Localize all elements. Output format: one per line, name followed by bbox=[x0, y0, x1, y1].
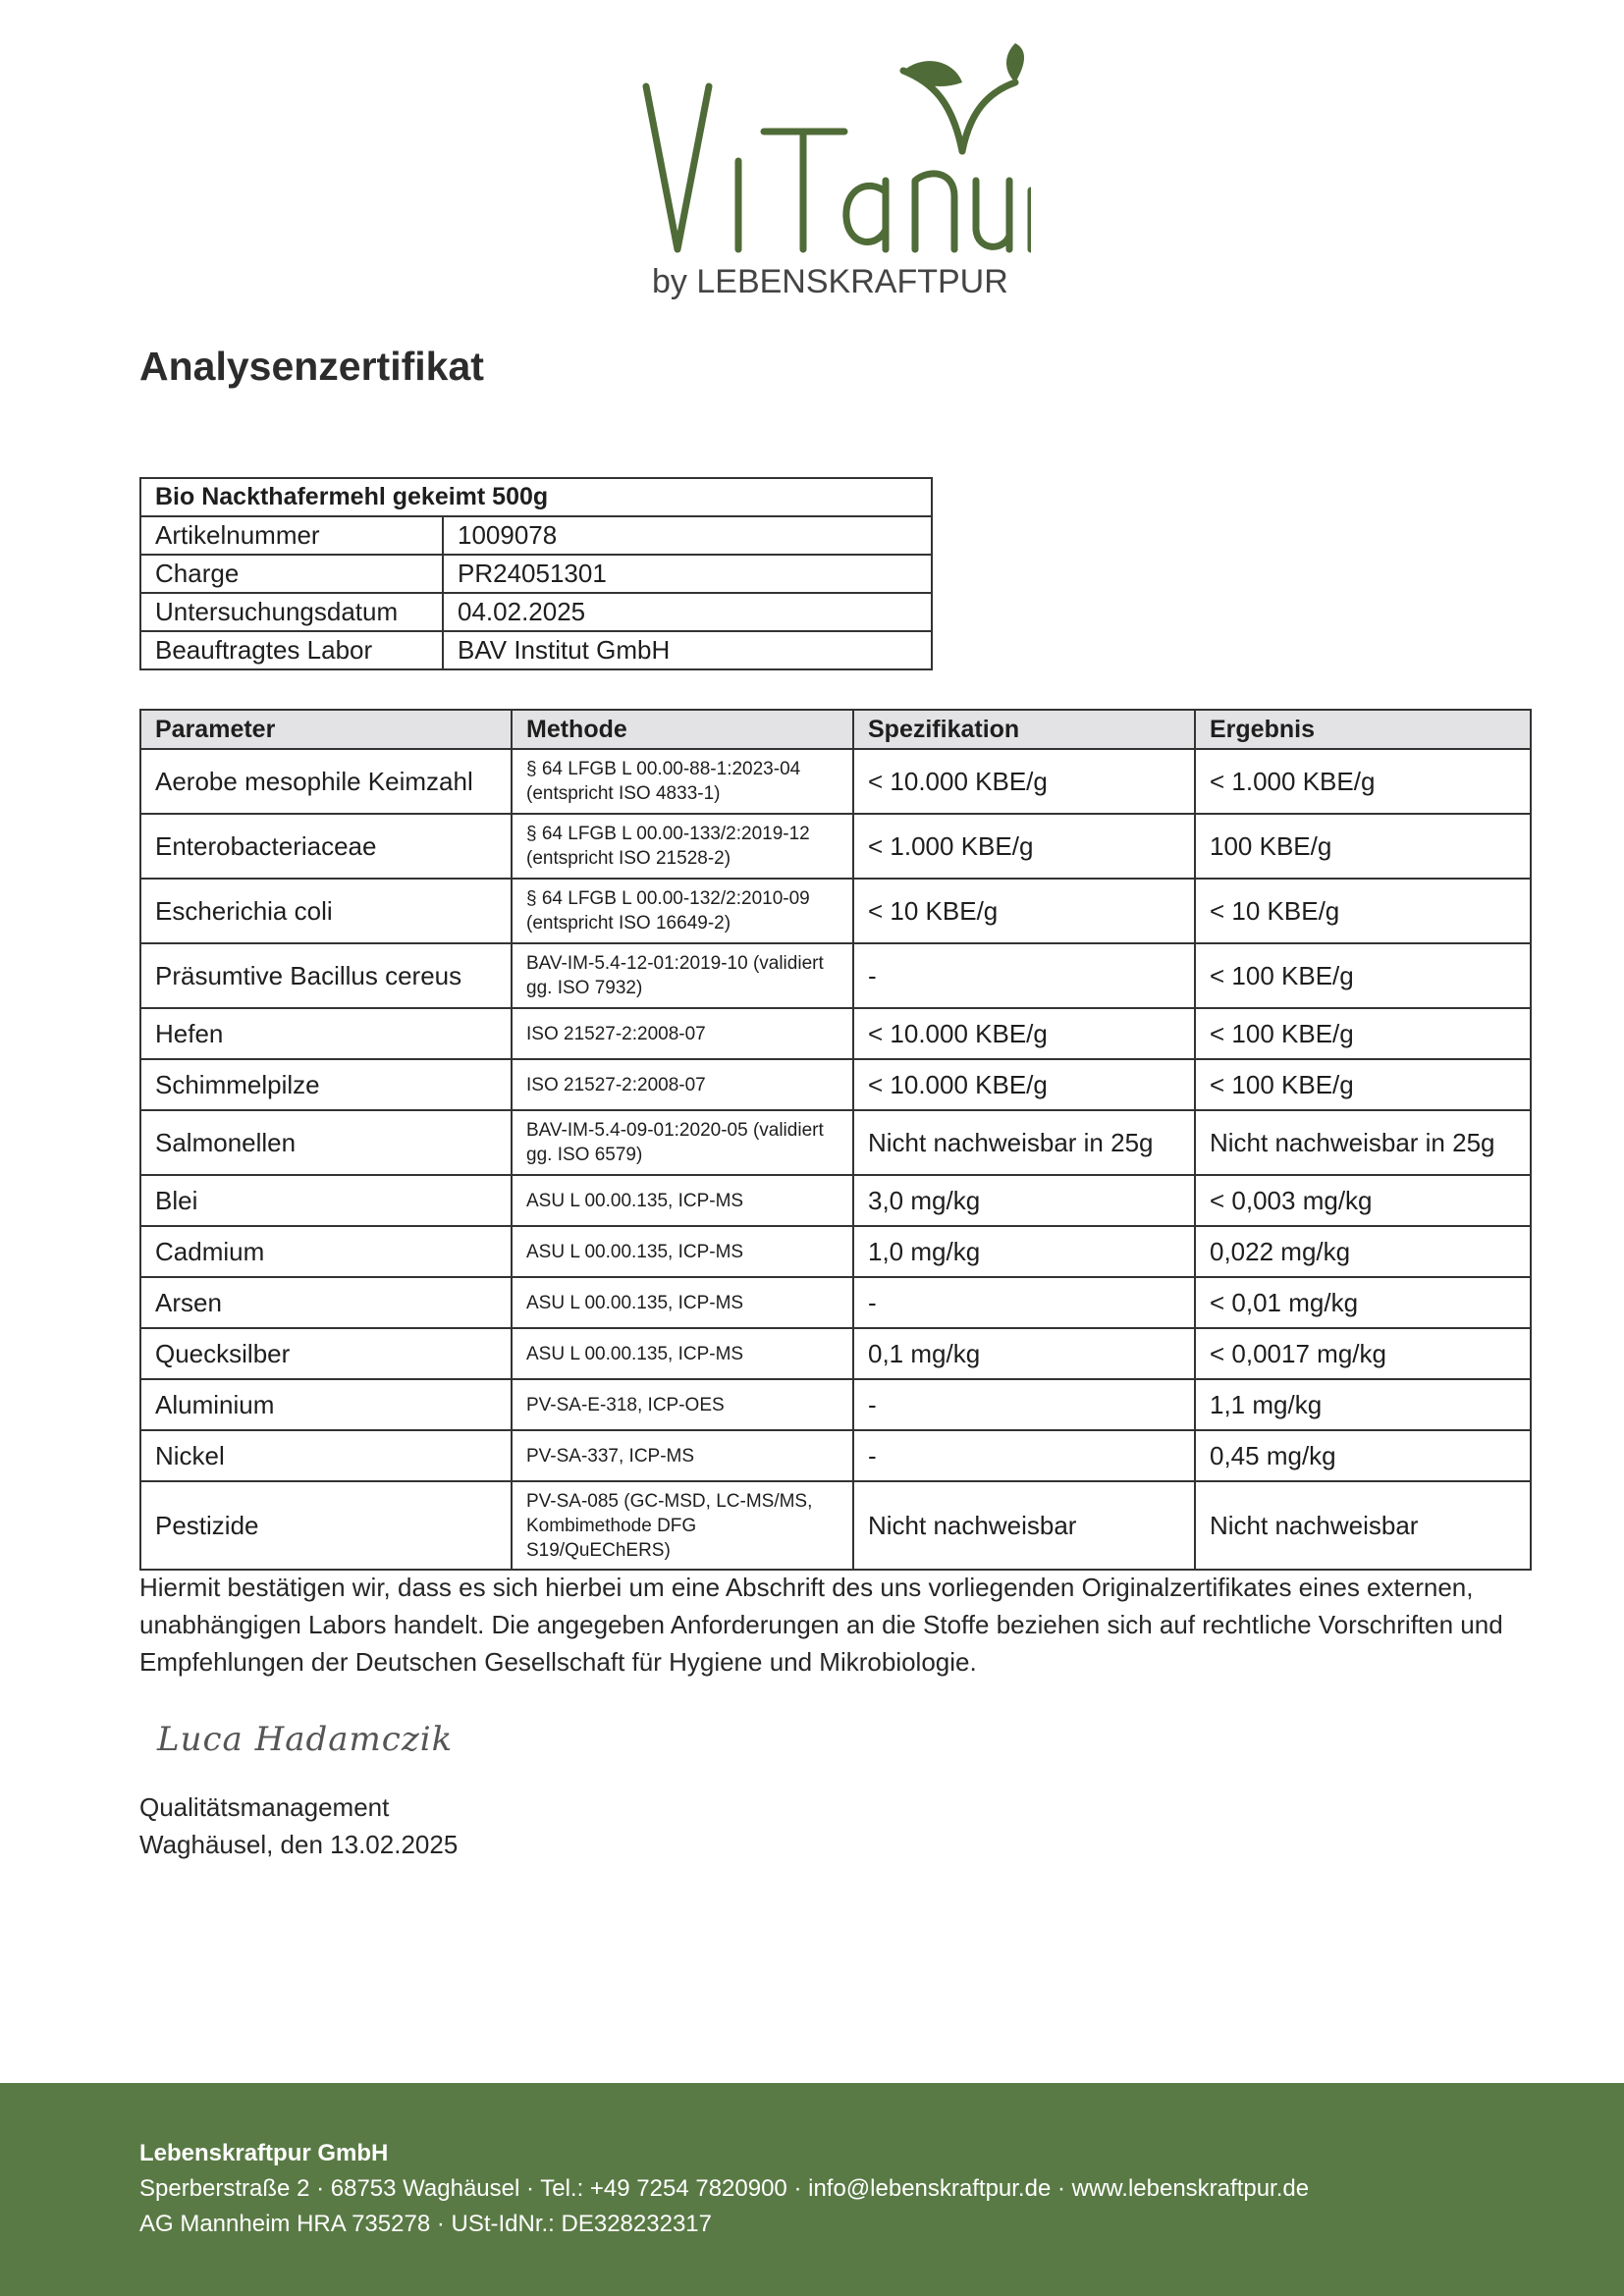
method-cell: ASU L 00.00.135, ICP-MS bbox=[512, 1226, 853, 1277]
spec-cell: < 10.000 KBE/g bbox=[853, 1008, 1195, 1059]
table-row bbox=[140, 1110, 1531, 1175]
parameter-cell: Salmonellen bbox=[140, 1110, 512, 1175]
table-row bbox=[140, 1277, 1531, 1328]
field-value: 1009078 bbox=[443, 516, 932, 555]
product-field-row bbox=[140, 555, 932, 593]
parameter-cell: Escherichia coli bbox=[140, 879, 512, 943]
table-row bbox=[140, 1430, 1531, 1481]
table-row bbox=[140, 1008, 1531, 1059]
logo-tagline: by LEBENSKRAFTPUR bbox=[652, 263, 1008, 300]
field-value: 04.02.2025 bbox=[443, 593, 932, 631]
table-row bbox=[140, 1175, 1531, 1226]
method-cell: BAV-IM-5.4-12-01:2019-10 (validiert gg. ISO 7932) bbox=[512, 943, 853, 1008]
table-row bbox=[140, 749, 1531, 814]
method-cell: § 64 LFGB L 00.00-132/2:2010-09 (entspricht ISO 16649-2) bbox=[512, 879, 853, 943]
method-cell: ASU L 00.00.135, ICP-MS bbox=[512, 1328, 853, 1379]
document-title: Analysenzertifikat bbox=[139, 344, 484, 389]
spec-cell: - bbox=[853, 943, 1195, 1008]
parameter-cell: Nickel bbox=[140, 1430, 512, 1481]
spec-cell: - bbox=[853, 1379, 1195, 1430]
result-cell: < 0,01 mg/kg bbox=[1195, 1277, 1531, 1328]
product-name: Bio Nackthafermehl gekeimt 500g bbox=[140, 478, 932, 516]
column-header-method: Methode bbox=[512, 710, 853, 749]
column-header-result: Ergebnis bbox=[1195, 710, 1531, 749]
spec-cell: - bbox=[853, 1277, 1195, 1328]
result-cell: < 1.000 KBE/g bbox=[1195, 749, 1531, 814]
footer-company: Lebenskraftpur GmbH bbox=[139, 2140, 389, 2166]
parameter-cell: Schimmelpilze bbox=[140, 1059, 512, 1110]
result-cell: < 100 KBE/g bbox=[1195, 943, 1531, 1008]
method-cell: § 64 LFGB L 00.00-133/2:2019-12 (entspricht ISO 21528-2) bbox=[512, 814, 853, 879]
field-label: Untersuchungsdatum bbox=[140, 593, 443, 631]
table-row bbox=[140, 1328, 1531, 1379]
parameter-cell: Aluminium bbox=[140, 1379, 512, 1430]
table-row bbox=[140, 814, 1531, 879]
table-row bbox=[140, 1481, 1531, 1570]
spec-cell: < 10 KBE/g bbox=[853, 879, 1195, 943]
parameter-cell: Blei bbox=[140, 1175, 512, 1226]
parameter-cell: Quecksilber bbox=[140, 1328, 512, 1379]
product-field-row bbox=[140, 516, 932, 555]
method-cell: BAV-IM-5.4-09-01:2020-05 (validiert gg. ISO 6579) bbox=[512, 1110, 853, 1175]
spec-cell: < 10.000 KBE/g bbox=[853, 749, 1195, 814]
method-cell: ASU L 00.00.135, ICP-MS bbox=[512, 1277, 853, 1328]
result-cell: 1,1 mg/kg bbox=[1195, 1379, 1531, 1430]
product-field-row bbox=[140, 593, 932, 631]
result-cell: 0,45 mg/kg bbox=[1195, 1430, 1531, 1481]
signature-block bbox=[139, 1789, 458, 1863]
spec-cell: 0,1 mg/kg bbox=[853, 1328, 1195, 1379]
method-cell: PV-SA-337, ICP-MS bbox=[512, 1430, 853, 1481]
product-name-row bbox=[140, 478, 932, 516]
place-date: Waghäusel, den 13.02.2025 bbox=[139, 1830, 459, 1859]
table-row bbox=[140, 1226, 1531, 1277]
signature: Luca Hadamczik bbox=[157, 1720, 454, 1759]
result-cell: 0,022 mg/kg bbox=[1195, 1226, 1531, 1277]
method-cell: § 64 LFGB L 00.00-88-1:2023-04 (entspricht ISO 4833-1) bbox=[512, 749, 853, 814]
parameter-cell: Pestizide bbox=[140, 1481, 512, 1570]
field-label: Artikelnummer bbox=[140, 516, 443, 555]
result-cell: 100 KBE/g bbox=[1195, 814, 1531, 879]
results-header-row bbox=[140, 710, 1531, 749]
method-cell: PV-SA-085 (GC-MSD, LC-MS/MS, Kombimethode DFG S19/QuEChERS) bbox=[512, 1481, 853, 1570]
parameter-cell: Aerobe mesophile Keimzahl bbox=[140, 749, 512, 814]
spec-cell: < 10.000 KBE/g bbox=[853, 1059, 1195, 1110]
spec-cell: 3,0 mg/kg bbox=[853, 1175, 1195, 1226]
result-cell: < 100 KBE/g bbox=[1195, 1059, 1531, 1110]
parameter-cell: Enterobacteriaceae bbox=[140, 814, 512, 879]
spec-cell: - bbox=[853, 1430, 1195, 1481]
spec-cell: 1,0 mg/kg bbox=[853, 1226, 1195, 1277]
method-cell: ISO 21527-2:2008-07 bbox=[512, 1008, 853, 1059]
spec-cell: < 1.000 KBE/g bbox=[853, 814, 1195, 879]
footer-address: Sperberstraße 2 · 68753 Waghäusel · Tel.: +49 7254 7820900 · info@lebenskraftpur.de · www.lebenskraftpur.de bbox=[139, 2175, 1310, 2202]
method-cell: PV-SA-E-318, ICP-OES bbox=[512, 1379, 853, 1430]
confirmation-statement: Hiermit bestätigen wir, dass es sich hierbei um eine Abschrift des uns vorliegenden Originalzertifikates eines externen, unabhängigen Labors handelt. Die angegeben Anforderungen an die Stoffe beziehen sich auf rechtliche Vorschriften und Empfehlungen der Deutschen Gesellschaft für Hygiene und Mikrobiologie. bbox=[139, 1573, 1503, 1677]
method-cell: ASU L 00.00.135, ICP-MS bbox=[512, 1175, 853, 1226]
field-value: BAV Institut GmbH bbox=[443, 631, 932, 669]
spec-cell: Nicht nachweisbar bbox=[853, 1481, 1195, 1570]
product-info-table bbox=[139, 477, 933, 670]
column-header-parameter: Parameter bbox=[140, 710, 512, 749]
result-cell: Nicht nachweisbar in 25g bbox=[1195, 1110, 1531, 1175]
parameter-cell: Cadmium bbox=[140, 1226, 512, 1277]
spec-cell: Nicht nachweisbar in 25g bbox=[853, 1110, 1195, 1175]
parameter-cell: Hefen bbox=[140, 1008, 512, 1059]
table-row bbox=[140, 1059, 1531, 1110]
method-cell: ISO 21527-2:2008-07 bbox=[512, 1059, 853, 1110]
field-label: Beauftragtes Labor bbox=[140, 631, 443, 669]
parameter-cell: Präsumtive Bacillus cereus bbox=[140, 943, 512, 1008]
field-label: Charge bbox=[140, 555, 443, 593]
result-cell: < 0,003 mg/kg bbox=[1195, 1175, 1531, 1226]
result-cell: < 100 KBE/g bbox=[1195, 1008, 1531, 1059]
result-cell: < 0,0017 mg/kg bbox=[1195, 1328, 1531, 1379]
table-row bbox=[140, 943, 1531, 1008]
vitanur-logo-mark bbox=[638, 43, 1031, 308]
table-row bbox=[140, 1379, 1531, 1430]
analysis-results-table bbox=[139, 709, 1532, 1571]
parameter-cell: Arsen bbox=[140, 1277, 512, 1328]
result-cell: < 10 KBE/g bbox=[1195, 879, 1531, 943]
department: Qualitätsmanagement bbox=[139, 1792, 390, 1822]
footer bbox=[0, 2083, 1624, 2296]
field-value: PR24051301 bbox=[443, 555, 932, 593]
column-header-spec: Spezifikation bbox=[853, 710, 1195, 749]
vitanur-logo bbox=[638, 43, 1031, 308]
result-cell: Nicht nachweisbar bbox=[1195, 1481, 1531, 1570]
footer-register: AG Mannheim HRA 735278 · USt-IdNr.: DE328232317 bbox=[139, 2211, 712, 2237]
product-field-row bbox=[140, 631, 932, 669]
footer-text bbox=[139, 2136, 1309, 2242]
table-row bbox=[140, 879, 1531, 943]
